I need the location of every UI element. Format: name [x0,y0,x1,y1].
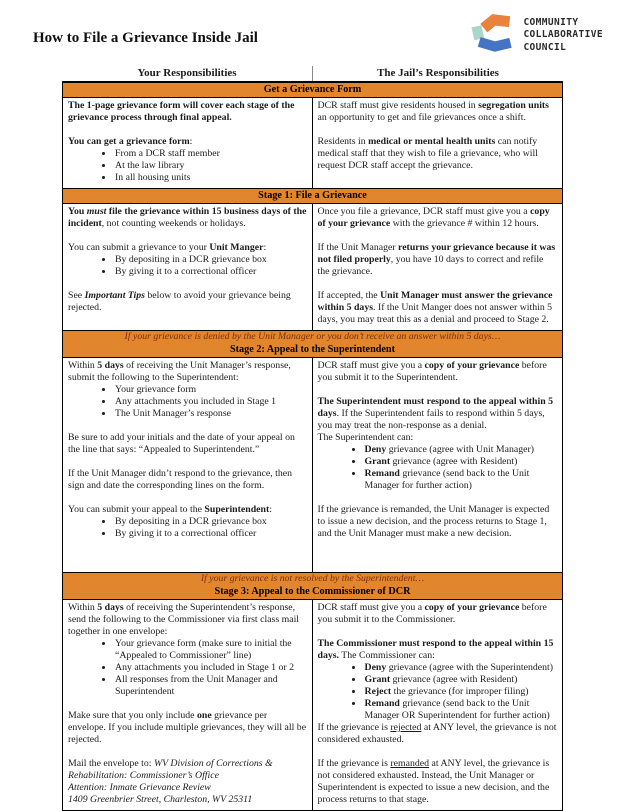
text-run: 5 days [97,602,124,613]
ccc-logo-icon [470,14,516,57]
text-run: The 1-page grievance form will cover each stage of the grievance process through final appeal. [68,100,295,123]
ccc-logo-text [523,17,603,54]
text-run: Any attachments you included in Stage 1 or 2 [115,662,295,673]
paragraph [68,468,307,492]
text-run: Mail the envelope to: [68,758,154,769]
text-run: WV Division of Corrections & Rehabilitation: Commissioner’s Office [68,758,273,781]
text-run: of receiving the Superintendent’s response, send the following to the Commissioner via first class mail together in one envelope: [68,602,300,637]
paragraph [318,242,558,278]
text-run: Residents in [317,136,369,147]
text-run: Reject [364,686,392,697]
text-run: See [68,290,85,301]
text-run: copy of your grievance [424,602,520,613]
text-run: medical or mental health units [368,136,496,147]
text-run: grievance (agree with the Superintendent) [386,662,554,673]
paragraph [318,206,558,230]
text-run: 5 days [97,360,124,371]
paragraph [68,360,307,384]
logo-line-2: COLLABORATIVE [523,29,603,41]
stage-banner-title: Stage 2: Appeal to the Superintendent [230,344,395,355]
text-run: before you submit it to the Superintendent. [317,360,547,383]
paragraph [318,100,558,124]
text-run: The Unit Manager’s response [115,408,231,419]
text-run: rejected [390,722,422,733]
ccc-logo [470,14,603,57]
text-run: grievance (send back to the Unit Manager OR Superintendent for further action) [364,698,550,721]
bullet-list [68,516,307,540]
bullet-item [114,160,307,172]
stage-banner-title: Stage 3: Appeal to the Commissioner of DCR [214,586,411,597]
text-run: Remand [364,468,400,479]
paragraph [68,432,307,456]
text-run: Within [68,360,98,371]
paragraph [68,100,307,124]
paragraph [318,360,558,384]
text-run: Deny [364,444,387,455]
logo-line-3: COUNCIL [523,41,567,53]
bullet-item [114,662,307,674]
text-run: the grievance (for improper filing) [391,686,529,697]
text-run: DCR staff must give you a [317,602,425,613]
table-row [63,204,562,331]
text-run: an opportunity to get and file grievances once a shift. [317,112,526,123]
text-run: of receiving the Unit Manager’s response, submit the following to the Superintendent: [68,360,291,383]
paragraph [318,432,558,444]
logo-line-1: COMMUNITY [523,16,579,28]
bullet-item [114,638,307,662]
text-run: segregation units [478,100,549,111]
text-run: . If the Superintendent fails to respond within 5 days, you may treat the non-response as a denial. [317,408,545,431]
bullet-item [114,396,307,408]
bullet-item [114,148,307,160]
paragraph [68,758,307,782]
text-run: If the Unit Manager [317,242,399,253]
paragraph [318,396,558,432]
stage-banner-title: Stage 1: File a Grievance [258,190,367,201]
stage-banner-title: Get a Grievance Form [263,84,362,95]
text-run: copy of your grievance [424,360,520,371]
text-run: Important Tips [84,290,145,301]
text-run: If the grievance is [317,722,391,733]
paragraph [68,206,307,230]
bullet-item [364,456,558,468]
text-run: All responses from the Unit Manager and Superintendent [115,674,278,697]
right-column-cell [313,204,563,330]
text-run: at ANY level, the grievance is not considered exhausted. [317,722,557,745]
bullet-item [114,528,307,540]
bullet-item [364,444,558,456]
text-run: You [68,206,87,217]
text-run: The Superintendent must respond to the appeal within 5 days [317,396,554,419]
stage-banner [63,573,562,600]
text-run: : [189,136,193,147]
paragraph [318,602,558,626]
right-column-cell [313,358,563,572]
paragraph [318,758,558,806]
text-run: If accepted, the [317,290,381,301]
text-run: Unit Manager must answer the grievance within 5 days [317,290,553,313]
left-column-cell [63,204,313,330]
text-run: The Commissioner can: [339,650,435,661]
text-run: copy of your grievance [317,206,550,229]
bullet-item [114,266,307,278]
text-run: grievance (agree with Unit Manager) [386,444,534,455]
paragraph [318,504,558,540]
grievance-table [62,66,563,811]
column-header-row [62,66,563,83]
text-run: The Superintendent can: [317,432,414,443]
stage-banner-note: If your grievance is not resolved by the Superintendent… [200,573,425,584]
text-run: remanded [390,758,430,769]
paragraph [318,638,558,662]
text-run: must [86,206,107,217]
bullet-list [68,148,307,184]
left-column-cell [63,600,313,810]
text-run: below to avoid your grievance being rejected. [68,290,291,313]
bullet-item [114,384,307,396]
text-run: Your grievance form [115,384,197,395]
text-run: Attention: Inmate Grievance Review [68,782,211,793]
text-run: Your grievance form (make sure to initial the “Appealed to Commissioner” line) [115,638,292,661]
text-run: : [263,242,267,253]
stage-banner [63,83,562,98]
bullet-list [68,638,307,698]
bullet-item [114,254,307,266]
bullet-item [114,172,307,184]
text-run: Deny [364,662,387,673]
bullet-item [364,468,558,492]
paragraph [318,290,558,326]
paragraph [68,794,307,806]
text-run: Be sure to add your initials and the date of your appeal on the line that says: “Appealed to Superintendent.” [68,432,295,455]
bullet-item [364,662,558,674]
text-run: If the grievance is remanded, the Unit Manager is expected to issue a new decision, and the process returns to Stage 1, and the Unit Manager must make a new decision. [317,504,550,539]
text-run: before you submit it to the Commissioner. [317,602,547,625]
table-row [63,98,562,189]
text-run: By depositing in a DCR grievance box [115,516,267,527]
text-run: Within [68,602,98,613]
text-run: grievance (agree with Resident) [390,456,518,467]
text-run: DCR staff must give you a [317,360,425,371]
paragraph [68,290,307,314]
text-run: Remand [364,698,400,709]
text-run: Make sure that you only include [68,710,197,721]
table-row [63,358,562,573]
text-run: file the grievance within 15 business days of the incident [68,206,307,229]
stage-banner [63,331,562,358]
text-run: Once you file a grievance, DCR staff must give you a [317,206,531,217]
text-run: returns your grievance because it was not filed properly [317,242,556,265]
text-run: grievance (agree with Resident) [390,674,518,685]
paragraph [318,136,558,172]
paragraph [68,504,307,516]
column-header-your-responsibilities: Your Responsibilities [62,66,313,81]
text-run: By giving it to a correctional officer [115,266,257,277]
right-column-cell [313,98,563,188]
bullet-item [364,698,558,722]
text-run: 1409 Greenbrier Street, Charleston, WV 25311 [68,794,253,805]
text-run: , you have 10 days to correct and refile the grievance. [317,254,544,277]
text-run: . If the Unit Manger does not answer within 5 days, you may treat this as a denial and proceed to Stage 2. [317,302,553,325]
right-column-cell [313,600,563,810]
text-run: If the Unit Manager didn’t respond to the grievance, then sign and date the corresponding lines on the form. [68,468,292,491]
paragraph [68,710,307,746]
paragraph [68,782,307,794]
bullet-list [68,384,307,420]
text-run: In all housing units [115,172,191,183]
text-run: If the grievance is [317,758,391,769]
text-run: By depositing in a DCR grievance box [115,254,267,265]
bullet-list [318,444,558,492]
table-row [63,600,562,811]
text-run: You can get a grievance form [68,136,190,147]
bullet-list [68,254,307,278]
column-header-jail-responsibilities: The Jail’s Responsibilities [377,67,499,79]
stage-banner [63,189,562,204]
text-run: Superintendent [204,504,270,515]
text-run: At the law library [115,160,185,171]
text-run: one [196,710,212,721]
text-run: can notify medical staff that they wish to file a grievance, who will request DCR staff accept the grievance. [317,136,538,171]
paragraph [318,722,558,746]
text-run: You can submit your appeal to the [68,504,205,515]
table-body [62,83,563,811]
bullet-item [364,674,558,686]
text-run: Unit Manger [209,242,264,253]
text-run: , not counting weekends or holidays. [101,218,246,229]
text-run: From a DCR staff member [115,148,220,159]
text-run: You can submit a grievance to your [68,242,210,253]
bullet-list [318,662,558,722]
stage-banner-note: If your grievance is denied by the Unit Manager or you don’t receive an answer within 5 days… [124,331,501,342]
bullet-item [114,408,307,420]
bullet-item [114,674,307,698]
paragraph [68,136,307,148]
bullet-item [364,686,558,698]
text-run: The Commissioner must respond to the appeal within 15 days. [317,638,554,661]
page-title: How to File a Grievance Inside Jail [33,30,258,46]
paragraph [68,602,307,638]
left-column-cell [63,358,313,572]
left-column-cell [63,98,313,188]
text-run: : [269,504,272,515]
text-run: at ANY level, the grievance is not considered exhausted. Instead, the Unit Manager or Superintendent is expected to issue a new decision, and the process returns to that stage. [317,758,550,805]
bullet-item [114,516,307,528]
text-run: with the grievance # within 12 hours. [390,218,539,229]
text-run: Grant [364,674,391,685]
text-run: grievance per envelope. If you include multiple grievances, they will all be rejected. [68,710,307,745]
text-run: DCR staff must give residents housed in [317,100,479,111]
paragraph [68,242,307,254]
text-run: grievance (send back to the Unit Manager for further action) [364,468,530,491]
text-run: Any attachments you included in Stage 1 [115,396,277,407]
text-run: Grant [364,456,391,467]
text-run: By giving it to a correctional officer [115,528,257,539]
